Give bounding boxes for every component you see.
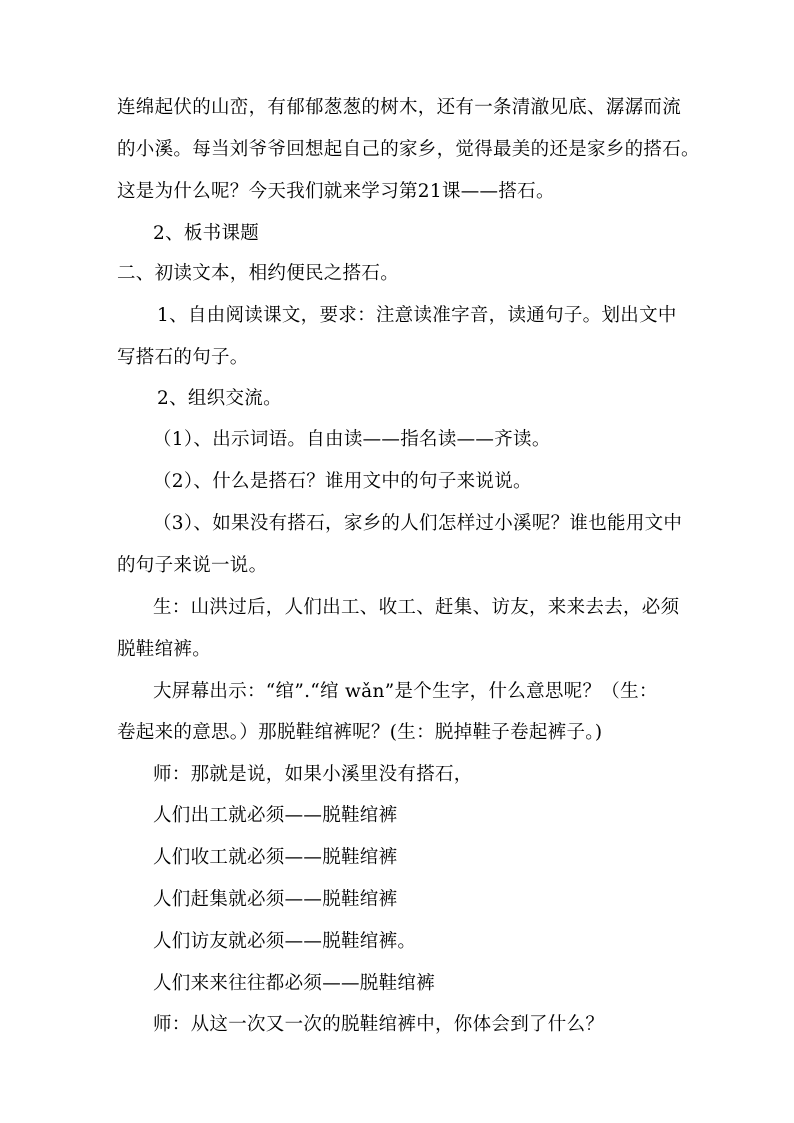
paragraph-line: 的句子来说一说。 — [117, 555, 268, 576]
list-item: 人们来来往往都必须——脱鞋绾裤 — [153, 973, 436, 994]
paragraph-line: 1、自由阅读课文，要求：注意读准字音，读通句子。划出文中 — [157, 305, 677, 326]
paragraph-line: 这是为什么呢？今天我们就来学习第21课——搭石。 — [117, 181, 555, 202]
paragraph-line: 连绵起伏的山峦，有郁郁葱葱的树木，还有一条清澈见底、潺潺而流 — [117, 97, 682, 118]
list-item: 人们收工就必须——脱鞋绾裤 — [153, 847, 398, 868]
paragraph-line: 大屏幕出示：“绾”.“绾 wǎn”是个生字，什么意思呢？（生： — [153, 681, 658, 702]
paragraph-line: 脱鞋绾裤。 — [117, 639, 212, 660]
paragraph-line: 卷起来的意思。）那脱鞋绾裤呢？(生：脱掉鞋子卷起裤子。) — [117, 722, 603, 743]
paragraph-line: 的小溪。每当刘爷爷回想起自己的家乡，觉得最美的还是家乡的搭石。 — [117, 139, 700, 160]
section-heading: 二、初读文本，相约便民之搭石。 — [117, 263, 400, 284]
list-item: （3）、如果没有搭石，家乡的人们怎样过小溪呢？谁也能用文中 — [153, 513, 683, 534]
list-item: （2）、什么是搭石？谁用文中的句子来说说。 — [153, 471, 532, 492]
list-item: 人们访友就必须——脱鞋绾裤。 — [153, 931, 417, 952]
list-item: 人们赶集就必须——脱鞋绾裤 — [153, 889, 398, 910]
paragraph-line: 写搭石的句子。 — [117, 347, 249, 368]
paragraph-line: 生：山洪过后，人们出工、收工、赶集、访友，来来去去，必须 — [153, 597, 680, 618]
list-item: 人们出工就必须——脱鞋绾裤 — [153, 805, 398, 826]
section-heading: 2、组织交流。 — [157, 388, 282, 409]
paragraph-line: 师：那就是说，如果小溪里没有搭石， — [153, 764, 473, 785]
list-item: （1）、出示词语。自由读——指名读——齐读。 — [153, 429, 551, 450]
paragraph-line: 师：从这一次又一次的脱鞋绾裤中，你体会到了什么？ — [153, 1014, 605, 1035]
section-heading: 2、板书课题 — [153, 223, 260, 244]
